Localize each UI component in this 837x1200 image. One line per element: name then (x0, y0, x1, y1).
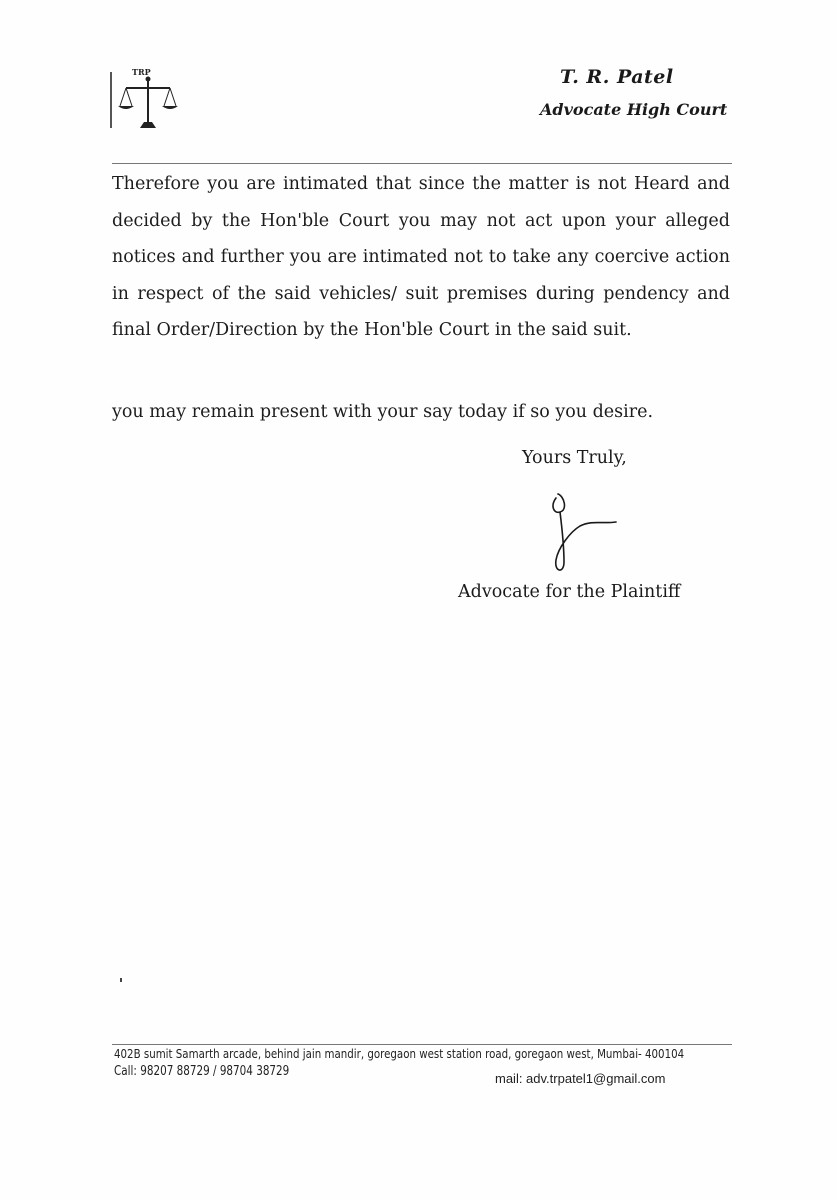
closing-salutation: Yours Truly, (522, 448, 627, 468)
footer-phone: Call: 98207 88729 / 98704 38729 (114, 1064, 290, 1079)
body-paragraph-2: you may remain present with your say today if so you desire. (112, 402, 654, 422)
header-rule (112, 163, 732, 164)
footer-rule (112, 1044, 732, 1045)
logo-text: TRP (132, 67, 151, 77)
advocate-name: T. R. Patel (560, 66, 674, 88)
handwritten-signature (540, 488, 630, 578)
letter-body (112, 166, 730, 422)
stray-ink-mark (120, 978, 122, 982)
footer-address: 402B sumit Samarth arcade, behind jain mandir, goregaon west station road, goregaon west, Mumbai- 400104 (114, 1046, 685, 1061)
body-paragraph-1: Therefore you are intimated that since the matter is not Heard and decided by the Hon'ble Court you may not act upon your alleged notices and further you are intimated not to take any coercive action in respect of the said vehicles/ suit premises during pendency and final Order/Direction by the Hon'ble Court in the said suit. (112, 174, 730, 340)
scales-of-justice-logo (108, 66, 188, 136)
footer-email: mail: adv.trpatel1@gmail.com (495, 1071, 666, 1086)
advocate-title: Advocate High Court (540, 100, 728, 119)
signatory-role: Advocate for the Plaintiff (458, 582, 681, 602)
